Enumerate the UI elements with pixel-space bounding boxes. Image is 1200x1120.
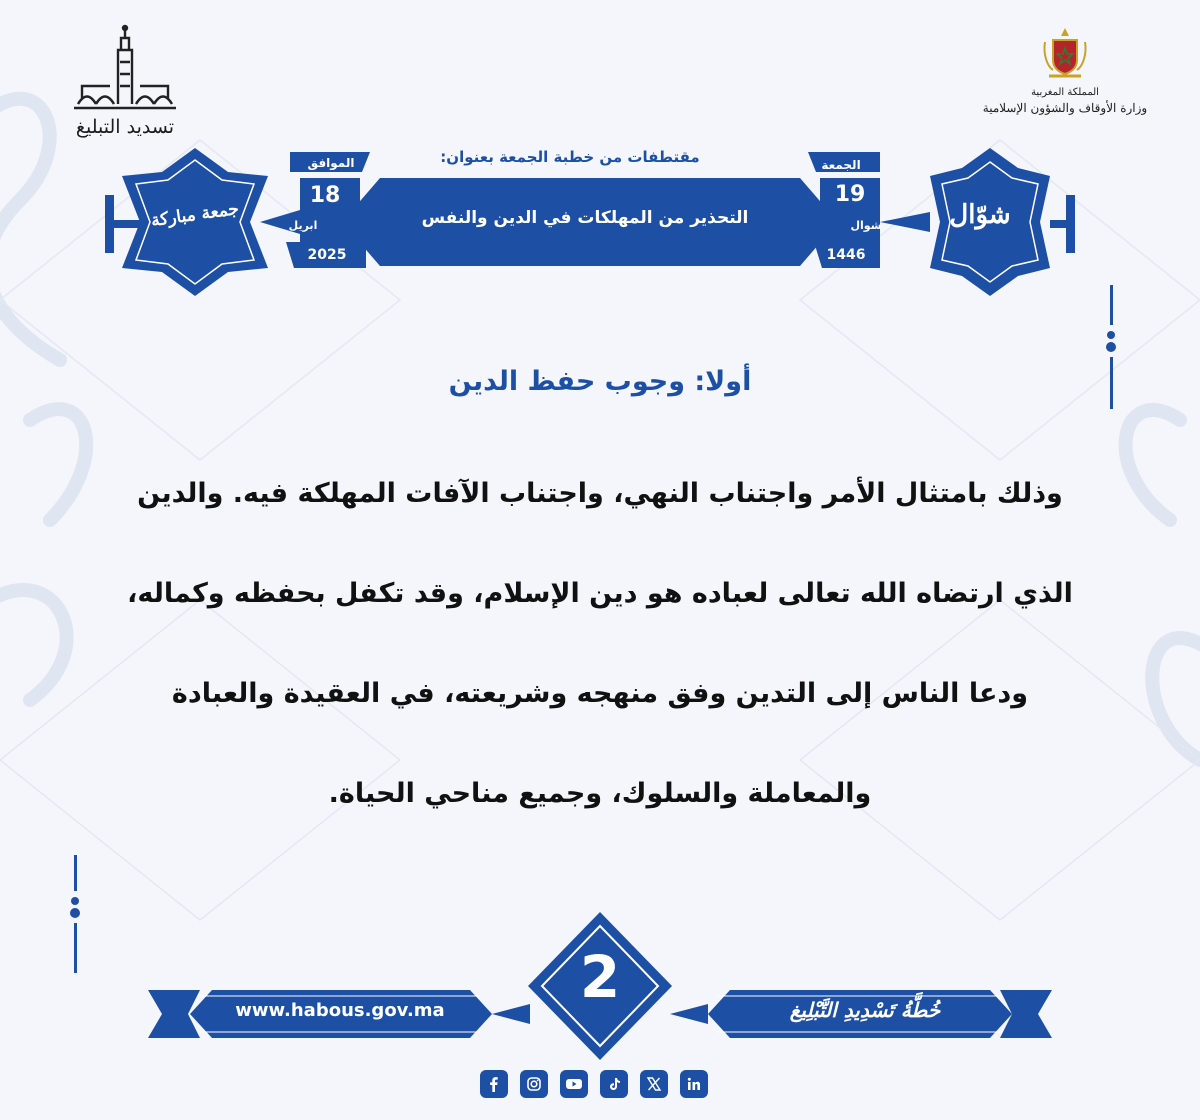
side-ornament-right <box>1100 285 1124 410</box>
sermon-title: التحذير من المهلكات في الدين والنفس <box>421 208 749 228</box>
x-icon[interactable] <box>640 1070 668 1098</box>
kingdom-name: المملكة المغربية <box>1031 87 1099 98</box>
hijri-month: شوال <box>850 219 882 232</box>
instagram-icon[interactable] <box>520 1070 548 1098</box>
body-line: وذلك بامتثال الأمر واجتناب النهي، واجتناب الآفات المهلكة فيه. والدين <box>137 478 1063 509</box>
hijri-day: 19 <box>834 182 866 207</box>
section-heading: أولا: وجوب حفظ الدين <box>448 366 752 397</box>
social-links <box>480 1070 720 1098</box>
body-line: ودعا الناس إلى التدين وفق منهجه وشريعته، في العقيدة والعبادة <box>171 678 1029 709</box>
ministry-logo <box>970 22 1160 116</box>
website-link[interactable]: www.habous.gov.ma <box>235 1000 445 1021</box>
tasdid-tabligh-logo <box>60 22 190 138</box>
plan-label: خُطَّةُ تَسْدِيدِ التَّبْلِيغ <box>789 998 941 1022</box>
jumua-mubaraka-badge: جمعة مباركة <box>149 198 241 232</box>
tiktok-icon[interactable] <box>600 1070 628 1098</box>
minaret-icon <box>70 22 180 114</box>
gregorian-month: ابريل <box>288 219 318 232</box>
shawwal-badge: شوّال <box>949 200 1011 230</box>
gregorian-day: 18 <box>309 183 341 208</box>
page-number: 2 <box>579 943 621 1011</box>
body-text <box>90 466 1110 866</box>
linkedin-icon[interactable] <box>680 1070 708 1098</box>
coat-of-arms-icon <box>1035 22 1095 82</box>
ministry-name: وزارة الأوقاف والشؤون الإسلامية <box>982 100 1148 115</box>
youtube-icon[interactable] <box>560 1070 588 1098</box>
gregorian-year: 2025 <box>307 247 347 263</box>
body-line: والمعاملة والسلوك، وجميع مناحي الحياة. <box>328 778 872 809</box>
facebook-icon[interactable] <box>480 1070 508 1098</box>
equivalent-label: الموافق <box>307 156 355 170</box>
logo-left-text: تسديد التبليغ <box>75 116 175 138</box>
hijri-year: 1446 <box>826 247 866 263</box>
body-line: الذي ارتضاه الله تعالى لعباده هو دين الإسلام، وقد تكفل بحفظه وكماله، <box>127 578 1073 609</box>
banner-subtitle: مقتطفات من خطبة الجمعة بعنوان: <box>440 148 700 166</box>
friday-label: الجمعة <box>821 158 861 172</box>
